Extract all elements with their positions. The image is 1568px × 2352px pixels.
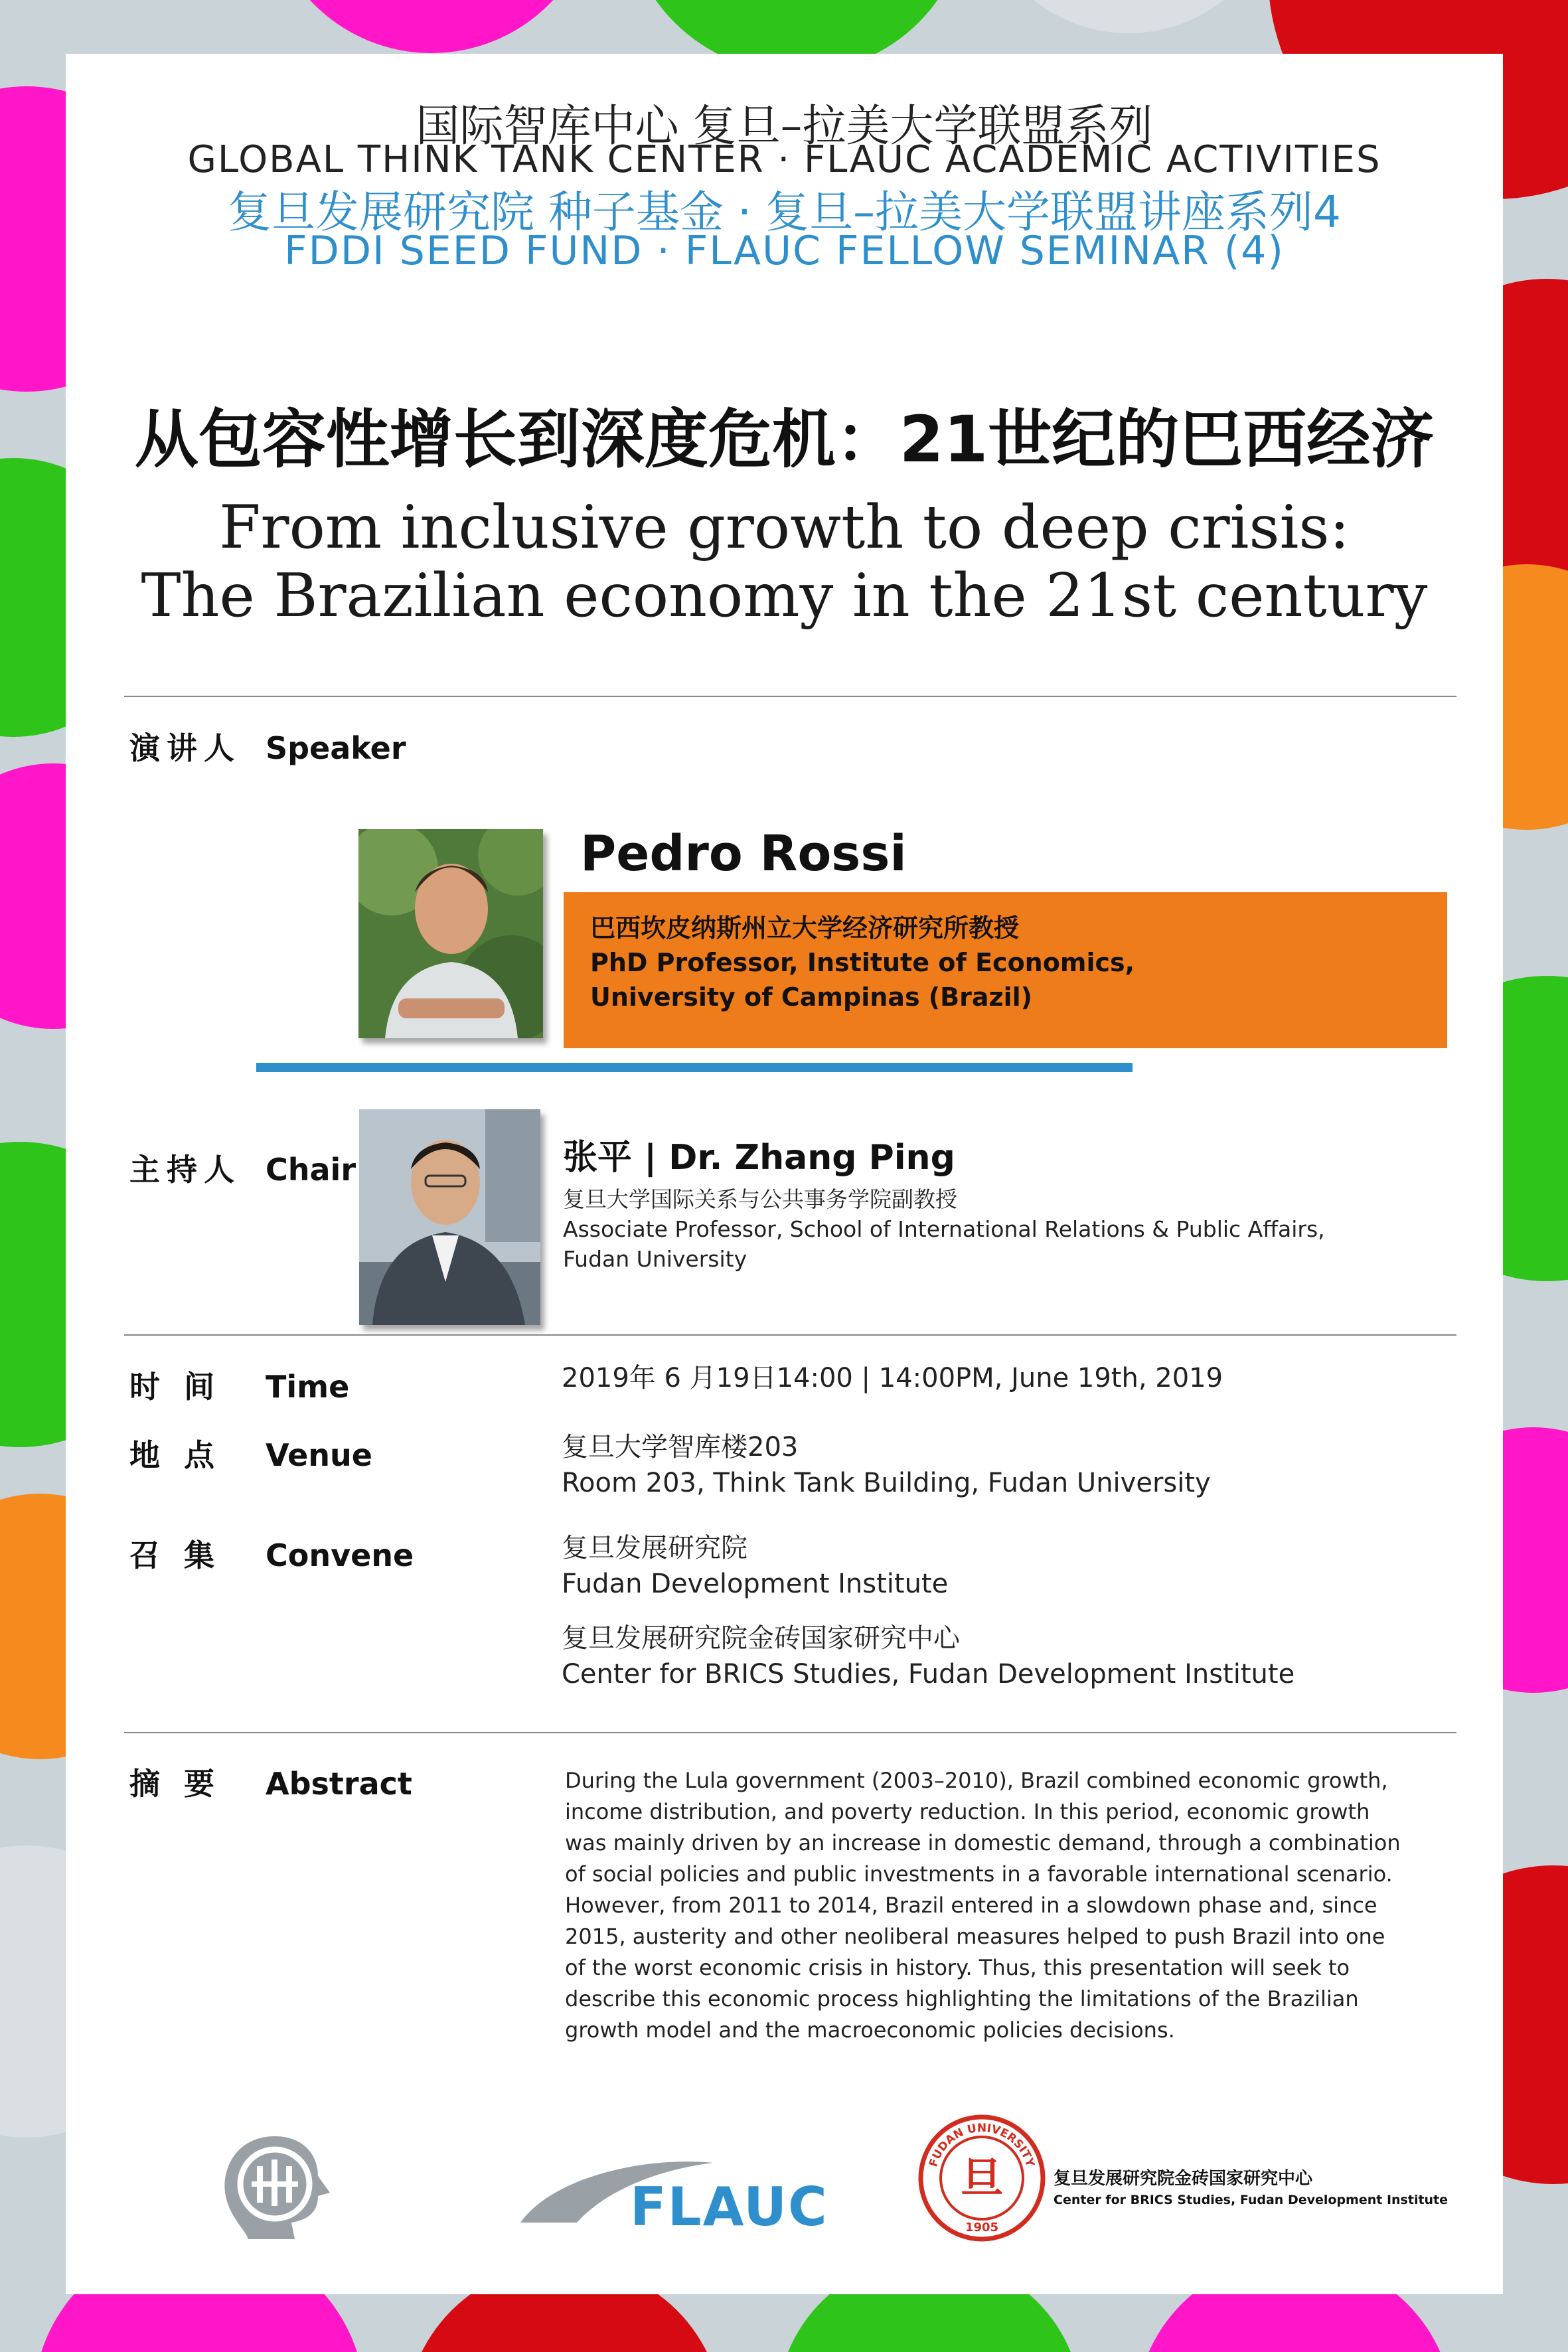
- convene-org2-cn: 复旦发展研究院金砖国家研究中心: [562, 1623, 960, 1654]
- time-value: 2019年 6 月19日14:00 | 14:00PM, June 19th, 2019: [562, 1363, 1223, 1393]
- time-label-en: Time: [266, 1369, 350, 1405]
- speaker-label-en: Speaker: [266, 730, 406, 766]
- header-cn-line2: 复旦发展研究院 种子基金 · 复旦–拉美大学联盟讲座系列4: [228, 187, 1341, 238]
- speaker-label: [129, 724, 406, 768]
- header-cn-line1: 国际智库中心 复旦–拉美大学联盟系列: [416, 100, 1153, 151]
- abstract-text: [565, 1765, 1441, 2046]
- brics-center-name-cn: 复旦发展研究院金砖国家研究中心: [1054, 2169, 1313, 2189]
- speaker-underline-bar: [256, 1063, 1133, 1072]
- speaker-name: Pedro Rossi: [580, 825, 907, 882]
- speaker-title-en-line2: University of Campinas (Brazil): [590, 982, 1033, 1012]
- venue-label-en: Venue: [266, 1437, 372, 1473]
- abstract-label: [129, 1760, 412, 1804]
- speaker-title-en-line1: PhD Professor, Institute of Economics,: [590, 948, 1135, 977]
- poster-panel: [66, 54, 1503, 2294]
- speaker-label-cn: 演讲人: [129, 730, 241, 766]
- abstract-line: growth model and the macroeconomic policies decisions.: [565, 2017, 1175, 2043]
- abstract-line: of social policies and public investments in a favorable international scenario.: [565, 1861, 1393, 1887]
- speaker-photo-image: [358, 829, 543, 1038]
- think-tank-logo: [212, 2130, 338, 2242]
- flauc-logo-text: FLAUC: [630, 2176, 828, 2238]
- brics-center-name-en: Center for BRICS Studies, Fudan Development Institute: [1054, 2193, 1449, 2207]
- chair-title-en-line1: Associate Professor, School of International Relations & Public Affairs,: [563, 1216, 1325, 1242]
- abstract-label-cn: 摘 要: [129, 1766, 222, 1802]
- speaker-photo: [358, 829, 543, 1038]
- time-label-cn: 时 间: [129, 1369, 222, 1405]
- divider: [124, 1732, 1456, 1733]
- header-en-line2: FDDI SEED FUND · FLAUC FELLOW SEMINAR (4): [284, 228, 1285, 274]
- chair-title-cn: 复旦大学国际关系与公共事务学院副教授: [563, 1186, 957, 1212]
- fudan-university-seal: [915, 2112, 1048, 2244]
- convene-org1-en: Fudan Development Institute: [562, 1569, 949, 1599]
- venue-label: [129, 1431, 372, 1475]
- speaker-title-cn: 巴西坎皮纳斯州立大学经济研究所教授: [590, 913, 1020, 943]
- title-chinese: 从包容性增长到深度危机：21世纪的巴西经济: [134, 402, 1435, 477]
- fudan-seal-year: 1905: [965, 2221, 999, 2234]
- abstract-line: was mainly driven by an increase in domestic demand, through a combination: [565, 1830, 1401, 1855]
- venue-value-en: Room 203, Think Tank Building, Fudan University: [562, 1468, 1211, 1498]
- chair-label-en: Chair: [266, 1152, 356, 1188]
- convene-label-en: Convene: [266, 1537, 414, 1573]
- venue-value-cn: 复旦大学智库楼203: [562, 1432, 799, 1462]
- title-english-line1: From inclusive growth to deep crisis:: [219, 493, 1350, 562]
- fudan-seal-ring-text: FUDAN UNIVERSITY: [927, 2121, 1037, 2169]
- divider: [124, 1334, 1456, 1336]
- title-english-line2: The Brazilian economy in the 21st century: [141, 561, 1428, 631]
- divider: [124, 696, 1456, 697]
- svg-text:旦: 旦: [961, 2154, 1003, 2203]
- abstract-line: However, from 2011 to 2014, Brazil entered in a slowdown phase and, since: [565, 1893, 1377, 1918]
- abstract-line: of the worst economic crisis in history. Thus, this presentation will seek to: [565, 1955, 1350, 1980]
- chair-label-cn: 主持人: [129, 1152, 241, 1188]
- fudan-seal-icon: [915, 2112, 1048, 2244]
- flauc-logo: [514, 2150, 828, 2238]
- time-label: [129, 1363, 349, 1407]
- venue-label-cn: 地 点: [129, 1437, 222, 1473]
- abstract-line: income distribution, and poverty reduction. In this period, economic growth: [565, 1799, 1370, 1824]
- chair-photo-image: [359, 1109, 540, 1325]
- convene-label: [129, 1531, 414, 1575]
- speaker-title-box: [564, 892, 1447, 1048]
- chair-photo: [359, 1109, 540, 1325]
- convene-label-cn: 召 集: [129, 1537, 222, 1573]
- header-en-line1: GLOBAL THINK TANK CENTER · FLAUC ACADEMIC ACTIVITIES: [187, 138, 1381, 181]
- chair-title-en-line2: Fudan University: [563, 1246, 747, 1272]
- chair-name: 张平 | Dr. Zhang Ping: [563, 1138, 955, 1178]
- abstract-line: During the Lula government (2003–2010), Brazil combined economic growth,: [565, 1768, 1388, 1793]
- abstract-line: describe this economic process highlighting the limitations of the Brazilian: [565, 1986, 1359, 2011]
- abstract-line: 2015, austerity and other neoliberal measures helped to push Brazil into one: [565, 1924, 1385, 1949]
- chair-label: [129, 1146, 356, 1190]
- convene-org1-cn: 复旦发展研究院: [562, 1533, 747, 1563]
- convene-org2-en: Center for BRICS Studies, Fudan Development Institute: [562, 1659, 1295, 1689]
- abstract-label-en: Abstract: [266, 1766, 412, 1802]
